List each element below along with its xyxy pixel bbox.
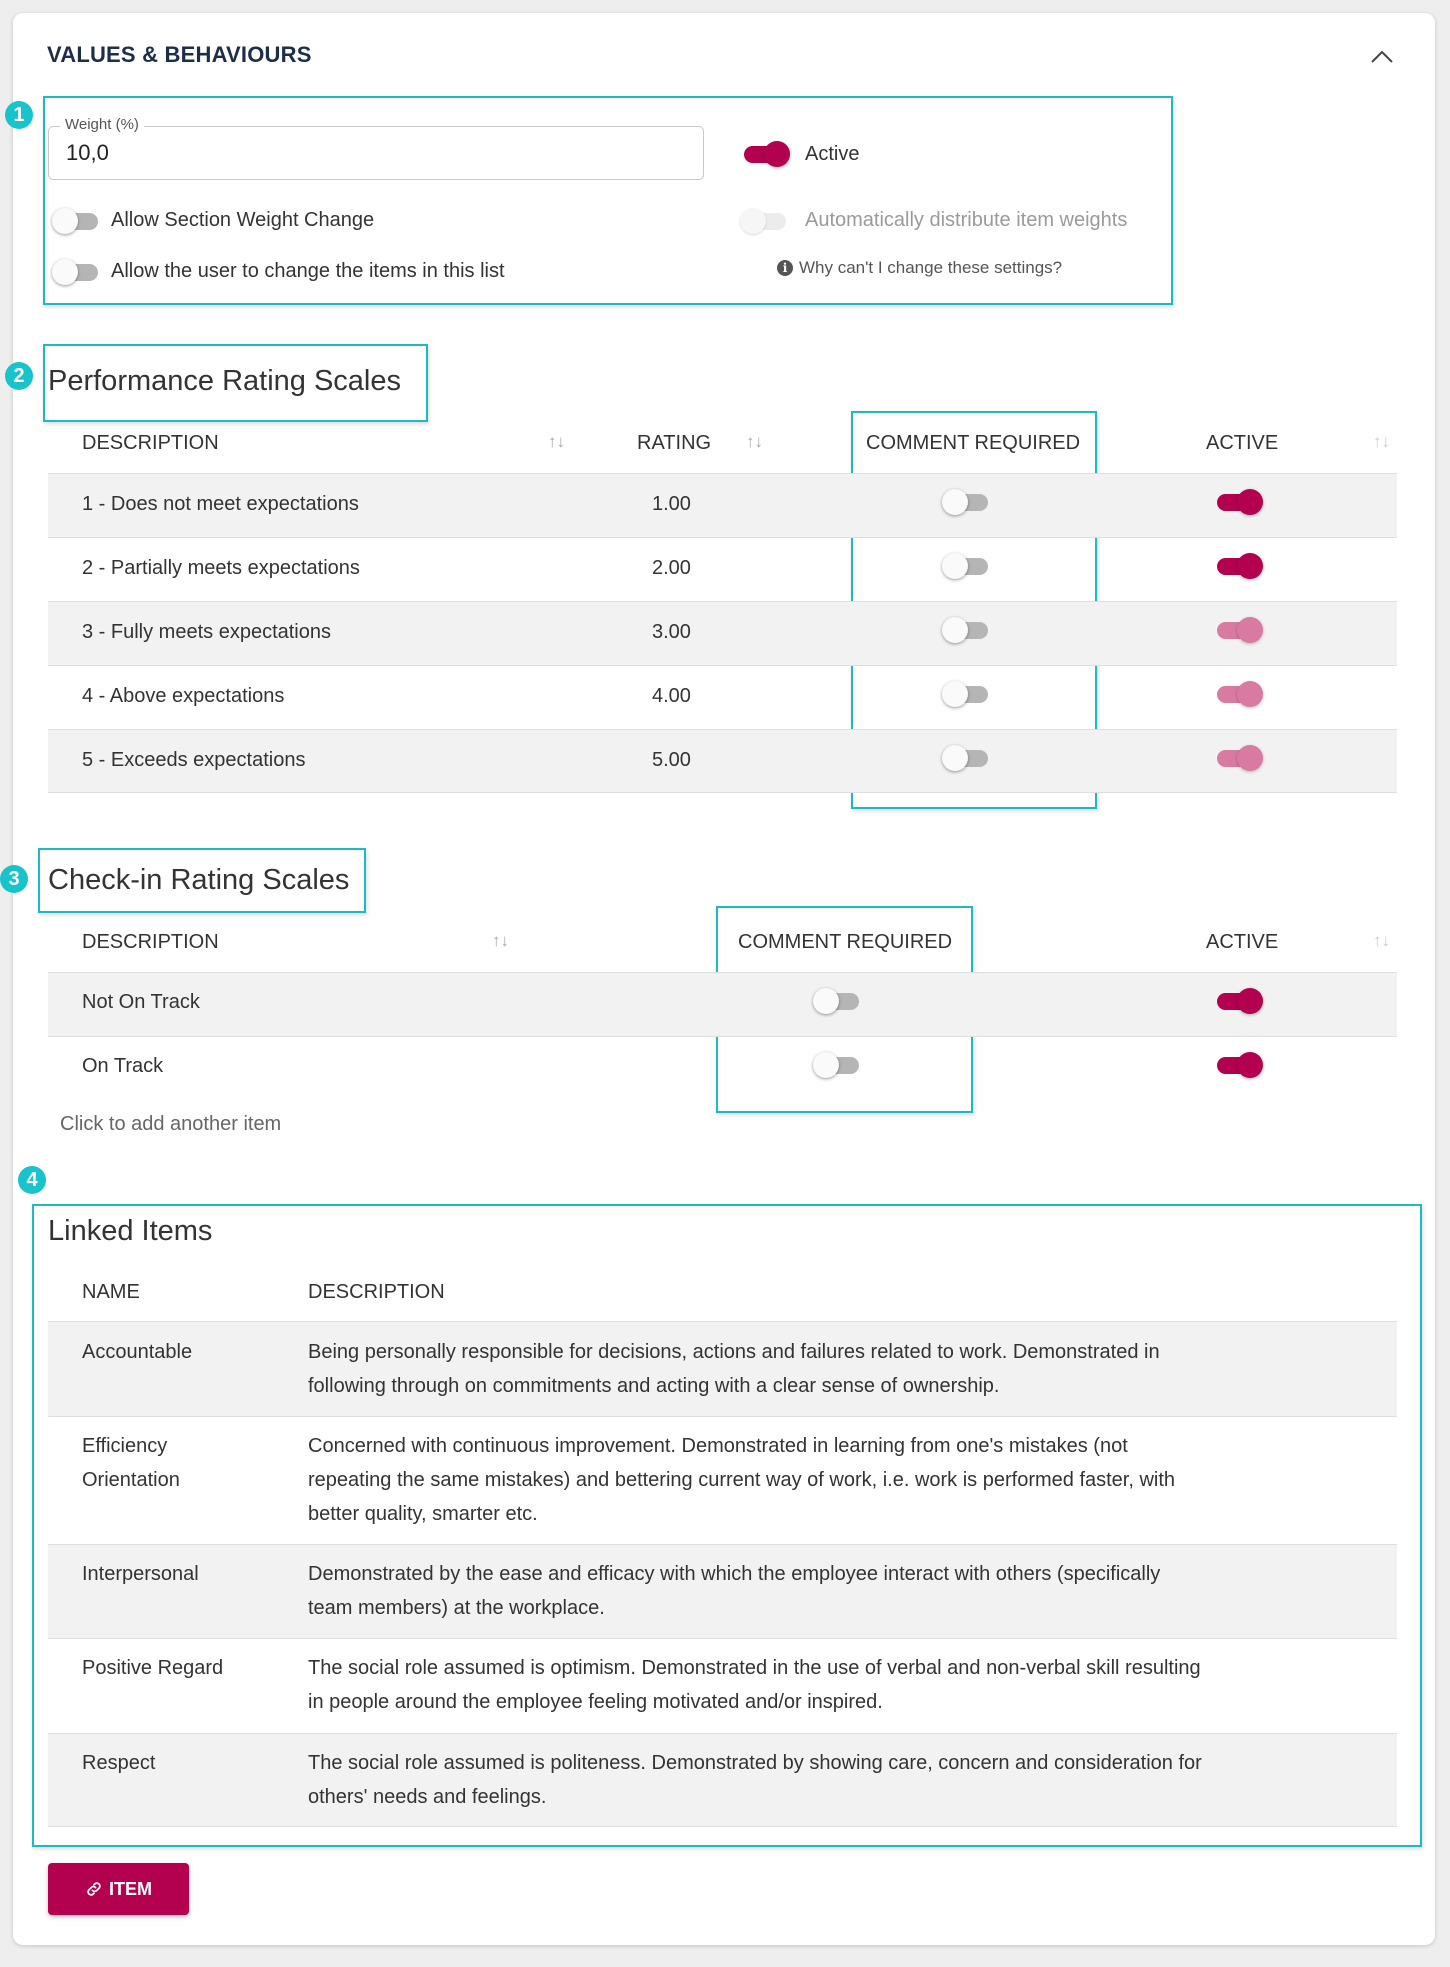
weight-input[interactable] [48, 126, 704, 180]
weight-label: Weight (%) [60, 116, 144, 133]
perf-row-2-rating: 2.00 [652, 557, 691, 579]
perf-row-4-description: 4 - Above expectations [82, 685, 285, 707]
perf-row-1-description: 1 - Does not meet expectations [82, 493, 359, 515]
linked-row-5-name: Respect [82, 1752, 156, 1774]
perf-row-3-comment-toggle[interactable] [942, 617, 992, 643]
callout-badge-2: 2 [5, 362, 33, 390]
auto-distribute-toggle[interactable] [740, 208, 790, 234]
info-icon: i [777, 260, 793, 276]
perf-header-active[interactable]: ACTIVE [1206, 432, 1279, 454]
perf-row-3-active-toggle[interactable] [1213, 617, 1263, 643]
linked-row-3-name: Interpersonal [82, 1563, 199, 1585]
settings-help-link[interactable] [777, 258, 1062, 278]
perf-row-3-rating: 3.00 [652, 621, 691, 643]
perf-row-1-rating: 1.00 [652, 493, 691, 515]
checkin-row-1-comment-toggle[interactable] [813, 988, 863, 1014]
perf-header-description[interactable]: DESCRIPTION [82, 432, 219, 454]
allow-change-items-toggle[interactable] [52, 259, 102, 285]
sort-active-icon[interactable]: ↑↓ [1373, 432, 1390, 451]
linked-row-1-name: Accountable [82, 1341, 193, 1363]
checkin-row-2-active-toggle[interactable] [1213, 1052, 1263, 1078]
perf-row-4-comment-toggle[interactable] [942, 681, 992, 707]
sort-checkin-active-icon[interactable]: ↑↓ [1373, 931, 1390, 950]
sort-rating-icon[interactable]: ↑↓ [746, 432, 763, 451]
checkin-header-description[interactable]: DESCRIPTION [82, 931, 219, 953]
checkin-header-comment: COMMENT REQUIRED [738, 931, 953, 953]
link-item-label: ITEM [109, 1878, 152, 1899]
perf-row-5-description: 5 - Exceeds expectations [82, 749, 306, 771]
weight-value[interactable]: 10,0 [66, 140, 109, 165]
perf-header-rating[interactable]: RATING [637, 432, 712, 454]
linked-row-5-description: The social role assumed is politeness. Demonstrated by showing care, concern and consideration for others' needs and feelings. [308, 1752, 1202, 1808]
linked-row-3-description: Demonstrated by the ease and efficacy with which the employee interact with others (specifically team members) at the workplace. [308, 1563, 1161, 1619]
checkin-row-2-description: On Track [82, 1055, 164, 1077]
performance-title: Performance Rating Scales [48, 365, 401, 397]
collapse-button[interactable] [1370, 45, 1394, 69]
linked-header-description: DESCRIPTION [308, 1281, 445, 1303]
linked-row-2-description: Concerned with continuous improvement. Demonstrated in learning from one's mistakes (not repeating the same mistakes) and bettering current way of work, i.e. work is performed faster, with better quality, smarter etc. [308, 1435, 1176, 1525]
sort-checkin-description-icon[interactable]: ↑↓ [492, 931, 509, 950]
auto-distribute-label: Automatically distribute item weights [805, 209, 1128, 231]
perf-row-4-active-toggle[interactable] [1213, 681, 1263, 707]
perf-header-comment: COMMENT REQUIRED [866, 432, 1081, 454]
checkin-row-1-description: Not On Track [82, 991, 200, 1013]
linked-row-2-name: Efficiency Orientation [82, 1435, 180, 1491]
chevron-up-icon [1370, 45, 1394, 69]
callout-badge-3: 3 [0, 865, 28, 893]
sort-description-icon[interactable]: ↑↓ [548, 432, 565, 451]
perf-row-3-description: 3 - Fully meets expectations [82, 621, 331, 643]
perf-row-1-active-toggle[interactable] [1213, 489, 1263, 515]
callout-badge-1: 1 [5, 101, 33, 129]
allow-section-weight-label: Allow Section Weight Change [111, 209, 375, 231]
active-toggle[interactable] [740, 141, 790, 167]
linked-row-4-description: The social role assumed is optimism. Demonstrated in the use of verbal and non-verbal skill resulting in people around the employee feeling motivated and/or inspired. [308, 1657, 1201, 1713]
linked-row-4-name: Positive Regard [82, 1657, 224, 1679]
perf-row-2-comment-toggle[interactable] [942, 553, 992, 579]
link-icon [85, 1880, 103, 1898]
link-item-button[interactable] [48, 1863, 189, 1915]
add-item-link[interactable]: Click to add another item [60, 1113, 282, 1135]
checkin-title: Check-in Rating Scales [48, 864, 350, 896]
linked-items-title: Linked Items [48, 1215, 213, 1247]
perf-row-5-rating: 5.00 [652, 749, 691, 771]
callout-badge-4: 4 [18, 1166, 46, 1194]
perf-row-4-rating: 4.00 [652, 685, 691, 707]
perf-row-5-active-toggle[interactable] [1213, 745, 1263, 771]
perf-row-5-comment-toggle[interactable] [942, 745, 992, 771]
allow-section-weight-toggle[interactable] [52, 208, 102, 234]
help-text: Why can't I change these settings? [799, 258, 1063, 277]
checkin-row-1-active-toggle[interactable] [1213, 988, 1263, 1014]
linked-header-name: NAME [82, 1281, 140, 1303]
table-row [48, 1036, 1397, 1100]
perf-row-2-active-toggle[interactable] [1213, 553, 1263, 579]
perf-row-1-comment-toggle[interactable] [942, 489, 992, 515]
perf-row-2-description: 2 - Partially meets expectations [82, 557, 360, 579]
linked-row-1-description: Being personally responsible for decisions, actions and failures related to work. Demonstrated in following through on commitments and acting with a clear sense of ownership. [308, 1341, 1160, 1397]
allow-change-items-label: Allow the user to change the items in this list [111, 260, 505, 282]
card-title: VALUES & BEHAVIOURS [47, 42, 312, 67]
active-label: Active [805, 143, 860, 165]
checkin-header-active[interactable]: ACTIVE [1206, 931, 1279, 953]
checkin-row-2-comment-toggle[interactable] [813, 1052, 863, 1078]
table-row [48, 972, 1397, 1036]
